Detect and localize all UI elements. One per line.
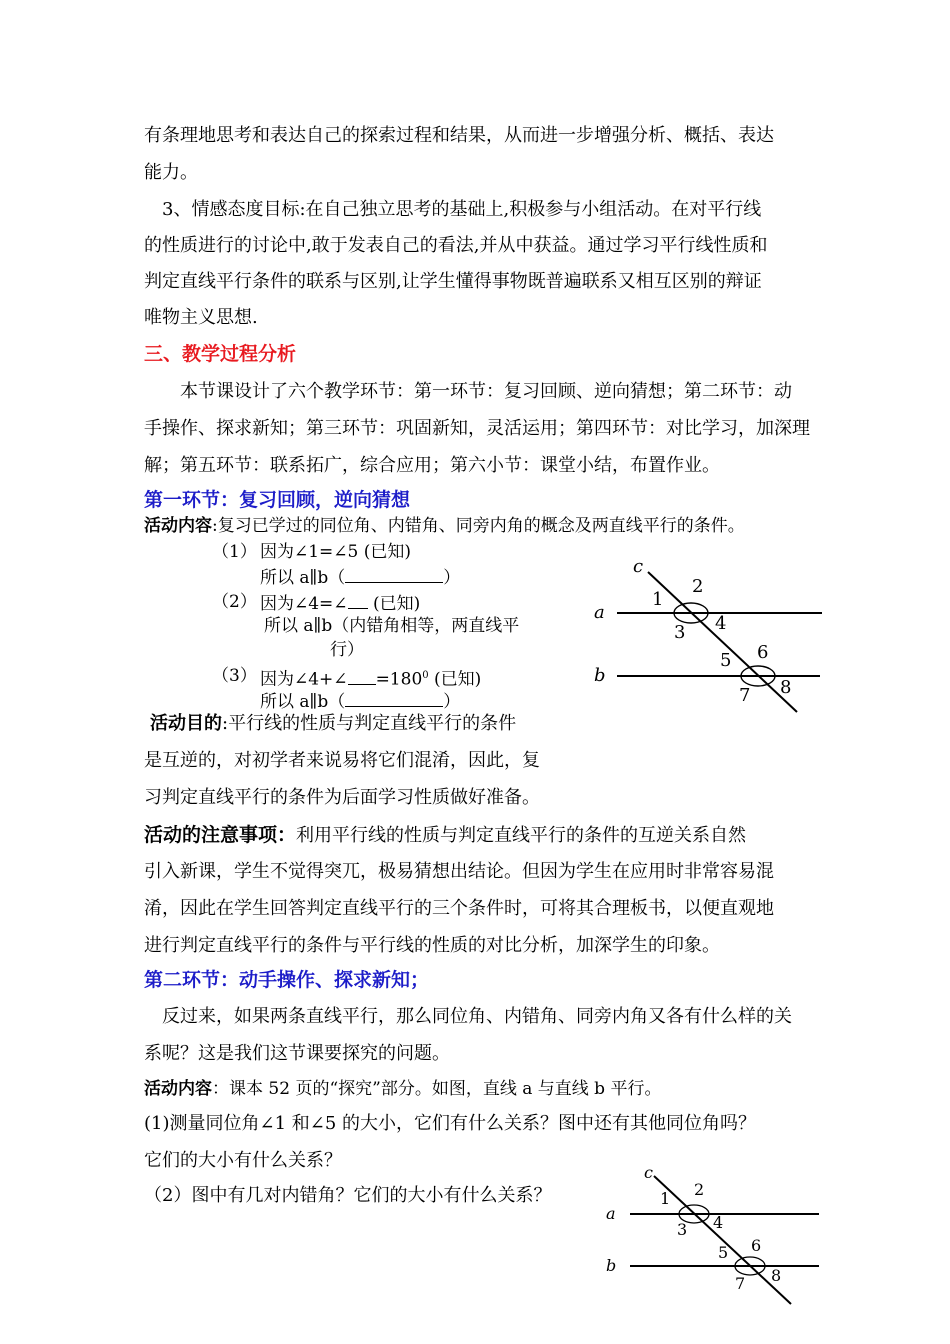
step2-heading: 第二环节：动手操作、探求新知； [144, 969, 430, 991]
step1-q3-sub-b: ） [443, 692, 461, 712]
section3-line-3: 解；第五环节：联系拓广，综合应用；第六小节：课堂小结，布置作业。 [144, 455, 720, 476]
intro-line-2: 能力。 [144, 162, 198, 183]
emotion-line-2: 的性质进行的讨论中,敢于发表自己的看法,并从中获益。通过学习平行线性质和 [144, 235, 768, 256]
step1-heading: 第一环节：复习回顾，逆向猜想 [144, 489, 411, 511]
section3-heading: 三、教学过程分析 [144, 343, 297, 365]
emotion-line-1: 3、情感态度目标:在自己独立思考的基础上,积极参与小组活动。在对平行线 [162, 199, 762, 220]
angle-8: 8 [780, 677, 792, 698]
step1-q1-text: 因为∠1=∠5 (已知) [260, 542, 412, 562]
angle-6-2: 6 [751, 1236, 762, 1255]
angle-6: 6 [757, 642, 769, 663]
step1-q3-sup: 0 [422, 670, 429, 681]
step1-q2-num: （2） [212, 592, 257, 612]
step1-q2-text-b: (已知) [367, 594, 421, 614]
angle-4: 4 [715, 613, 727, 634]
intro-line-1: 有条理地思考和表达自己的探索过程和结果，从而进一步增强分析、概括、表达 [144, 125, 774, 146]
step1-q1-sub [260, 564, 460, 590]
angle-5: 5 [720, 650, 732, 671]
step1-notes-3: 淆，因此在学生回答判定直线平行的三个条件时，可将其合理板书，以便直观地 [144, 898, 774, 919]
step1-notes-text: 利用平行线的性质与判定直线平行的条件的互逆关系自然 [296, 825, 747, 846]
parallel-lines-figure-2 [596, 1164, 836, 1314]
angle-3-2: 3 [677, 1220, 688, 1239]
step1-notes-1 [144, 823, 746, 848]
angle-2-2: 2 [694, 1180, 705, 1199]
angle-1-2: 1 [660, 1189, 671, 1208]
angle-5-2: 5 [718, 1243, 729, 1262]
step1-q3-num: （3） [212, 666, 257, 686]
step1-q2-text [260, 590, 420, 616]
step1-q3-blank[interactable] [348, 666, 376, 685]
step1-purpose-2: 是互逆的，对初学者来说易将它们混淆，因此，复 [144, 750, 540, 771]
emotion-line-4: 唯物主义思想. [144, 307, 258, 328]
step1-q2-sub-2: 行） [330, 640, 364, 660]
line-c [648, 572, 797, 712]
angle-2: 2 [692, 576, 704, 597]
label-c: c [633, 558, 644, 577]
step2-q2-line: （2）图中有几对内错角？它们的大小有什么关系？ [144, 1185, 552, 1206]
emotion-line-3: 判定直线平行条件的联系与区别,让学生懂得事物既普遍联系又相互区别的辩证 [144, 271, 762, 292]
step2-q1-line-2: 它们的大小有什么关系？ [144, 1150, 342, 1171]
step1-purpose-1 [150, 712, 516, 736]
parallel-lines-figure-1 [580, 558, 840, 718]
step1-q3-sub [260, 688, 460, 714]
step1-content-text: :复习已学过的同位角、内错角、同旁内角的概念及两直线平行的条件。 [212, 516, 745, 536]
angle-8-2: 8 [771, 1266, 782, 1285]
label-a-2: a [606, 1204, 616, 1223]
step1-content-label: 活动内容 [144, 516, 212, 536]
angle-7-2: 7 [735, 1274, 746, 1293]
step1-q1-sub-a: 所以 a∥b（ [260, 568, 346, 588]
step1-q2-blank[interactable] [348, 590, 368, 609]
step1-q3-blank-2[interactable] [345, 688, 443, 707]
step1-q3-sub-a: 所以 a∥b（ [260, 692, 346, 712]
step2-line-2: 系呢？这是我们这节课要探究的问题。 [144, 1043, 450, 1064]
angle-1: 1 [652, 589, 664, 610]
step1-q2-text-a: 因为∠4=∠ [260, 594, 348, 614]
step1-notes-4: 进行判定直线平行的条件与平行线的性质的对比分析，加深学生的印象。 [144, 935, 720, 956]
label-b: b [594, 665, 606, 686]
step1-purpose-3: 习判定直线平行的条件为后面学习性质做好准备。 [144, 787, 540, 808]
step2-content-text: ：课本 52 页的“探究”部分。如图，直线 a 与直线 b 平行。 [212, 1079, 662, 1099]
step2-content [144, 1077, 661, 1101]
step1-q3-text-b: =180 [375, 669, 423, 690]
angle-4-2: 4 [713, 1213, 724, 1232]
label-b-2: b [606, 1256, 617, 1275]
label-c-2: c [644, 1164, 653, 1182]
step2-q1-line-1: (1)测量同位角∠1 和∠5 的大小，它们有什么关系？图中还有其他同位角吗？ [144, 1113, 757, 1134]
step1-q1-num: （1） [212, 542, 257, 562]
step1-notes-2: 引入新课，学生不觉得突兀，极易猜想出结论。但因为学生在应用时非常容易混 [144, 861, 774, 882]
step1-q3-text-a: 因为∠4+∠ [260, 669, 348, 690]
step2-line-1: 反过来，如果两条直线平行，那么同位角、内错角、同旁内角又各有什么样的关 [162, 1006, 792, 1027]
step1-q1-sub-b: ） [443, 568, 461, 588]
step1-notes-label: 活动的注意事项： [144, 824, 297, 846]
step1-q1-blank[interactable] [345, 564, 443, 583]
angle-3: 3 [674, 622, 686, 643]
step1-purpose-label: 活动目的 [150, 713, 222, 734]
section3-line-1: 本节课设计了六个教学环节：第一环节：复习回顾、逆向猜想；第二环节：动 [180, 381, 792, 402]
step1-q2-sub-1: 所以 a∥b（内错角相等，两直线平 [264, 616, 520, 636]
step2-content-label: 活动内容 [144, 1079, 212, 1099]
step1-purpose-text: :平行线的性质与判定直线平行的条件 [222, 713, 517, 734]
step1-q3-text-c: (已知) [428, 669, 482, 690]
step1-content [144, 514, 745, 538]
section3-line-2: 手操作、探求新知；第三环节：巩固新知，灵活运用；第四环节：对比学习，加深理 [144, 418, 810, 439]
label-a: a [594, 602, 605, 623]
angle-7: 7 [739, 685, 751, 706]
